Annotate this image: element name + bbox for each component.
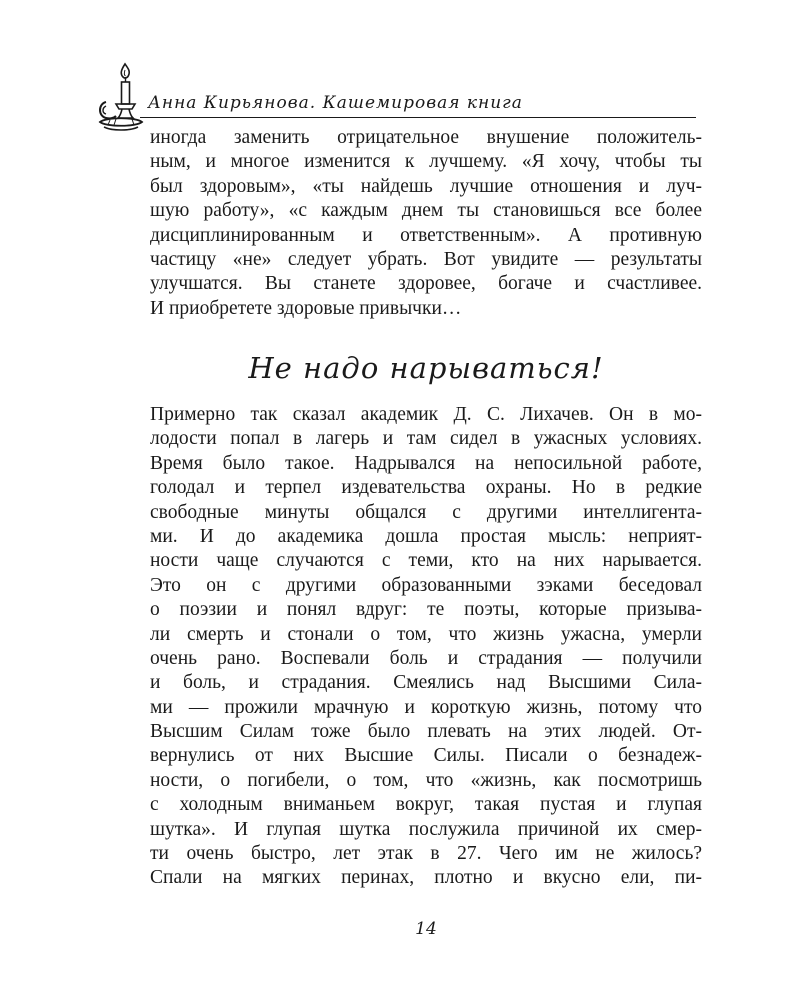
text-line: шую работу», «с каждым днем ты становишься все более bbox=[150, 200, 702, 222]
text-line: с холодным вниманьем вокруг, такая пустая и глупая bbox=[150, 794, 702, 816]
text-line: о поэзии и понял вдруг: те поэты, которые призыва- bbox=[150, 599, 702, 621]
text-line: и боль, и страдания. Смеялись над Высшими Сила- bbox=[150, 672, 702, 694]
text-line: Это он с другими образованными зэками беседовал bbox=[150, 574, 702, 596]
text-line: был здоровым», «ты найдешь лучшие отношения и луч- bbox=[150, 175, 702, 197]
section-title: Не надо нарываться! bbox=[248, 351, 604, 385]
text-line: ми. И до академика дошла простая мысль: неприят- bbox=[150, 525, 702, 547]
text-line: Время было такое. Надрывался на непосильной работе, bbox=[150, 452, 702, 474]
text-line: очень рано. Воспевали боль и страдания — получили bbox=[150, 647, 702, 669]
paragraph-continued bbox=[150, 126, 702, 321]
text-line: ным, и многое изменится к лучшему. «Я хочу, чтобы ты bbox=[150, 151, 702, 173]
text-line: дисциплинированным и ответственным». А противную bbox=[150, 224, 702, 246]
running-title: Анна Кирьянова. Кашемировая книга bbox=[148, 93, 523, 113]
text-line: вернулись от них Высшие Силы. Писали о безнадеж- bbox=[150, 745, 702, 767]
text-line: ности, о погибели, о том, что «жизнь, как посмотришь bbox=[150, 769, 702, 791]
header-rule bbox=[140, 117, 696, 118]
text-line: Примерно так сказал академик Д. С. Лихачев. Он в мо- bbox=[150, 404, 702, 425]
page-number: 14 bbox=[415, 919, 437, 939]
text-line: иногда заменить отрицательное внушение положитель- bbox=[150, 127, 702, 148]
text-line: ли смерть и стонали о том, что жизнь ужасна, умерли bbox=[150, 623, 702, 645]
text-line: И приобретете здоровые привычки… bbox=[150, 297, 462, 319]
text-line: лодости попал в лагерь и там сидел в ужасных условиях. bbox=[150, 428, 702, 450]
candlestick-icon bbox=[96, 58, 146, 134]
paragraph-main bbox=[150, 403, 702, 891]
text-line: свободные минуты общался с другими интеллигента- bbox=[150, 501, 702, 523]
text-line: частицу «не» следует убрать. Вот увидите — результаты bbox=[150, 248, 702, 270]
text-line: Спали на мягких перинах, плотно и вкусно ели, пи- bbox=[150, 867, 702, 889]
text-line: ти очень быстро, лет этак в 27. Чего им не жилось? bbox=[150, 843, 702, 865]
text-line: ми — прожили мрачную и короткую жизнь, потому что bbox=[150, 696, 702, 718]
text-line: Высшим Силам тоже было плевать на этих людей. От- bbox=[150, 721, 702, 743]
text-line: голодал и терпел издевательства охраны. Но в редкие bbox=[150, 477, 702, 499]
text-line: улучшатся. Вы станете здоровее, богаче и счастливее. bbox=[150, 273, 702, 295]
text-line: ности чаще случаются с теми, кто на них нарывается. bbox=[150, 550, 702, 572]
text-line: шутка». И глупая шутка послужила причиной их смер- bbox=[150, 818, 702, 840]
